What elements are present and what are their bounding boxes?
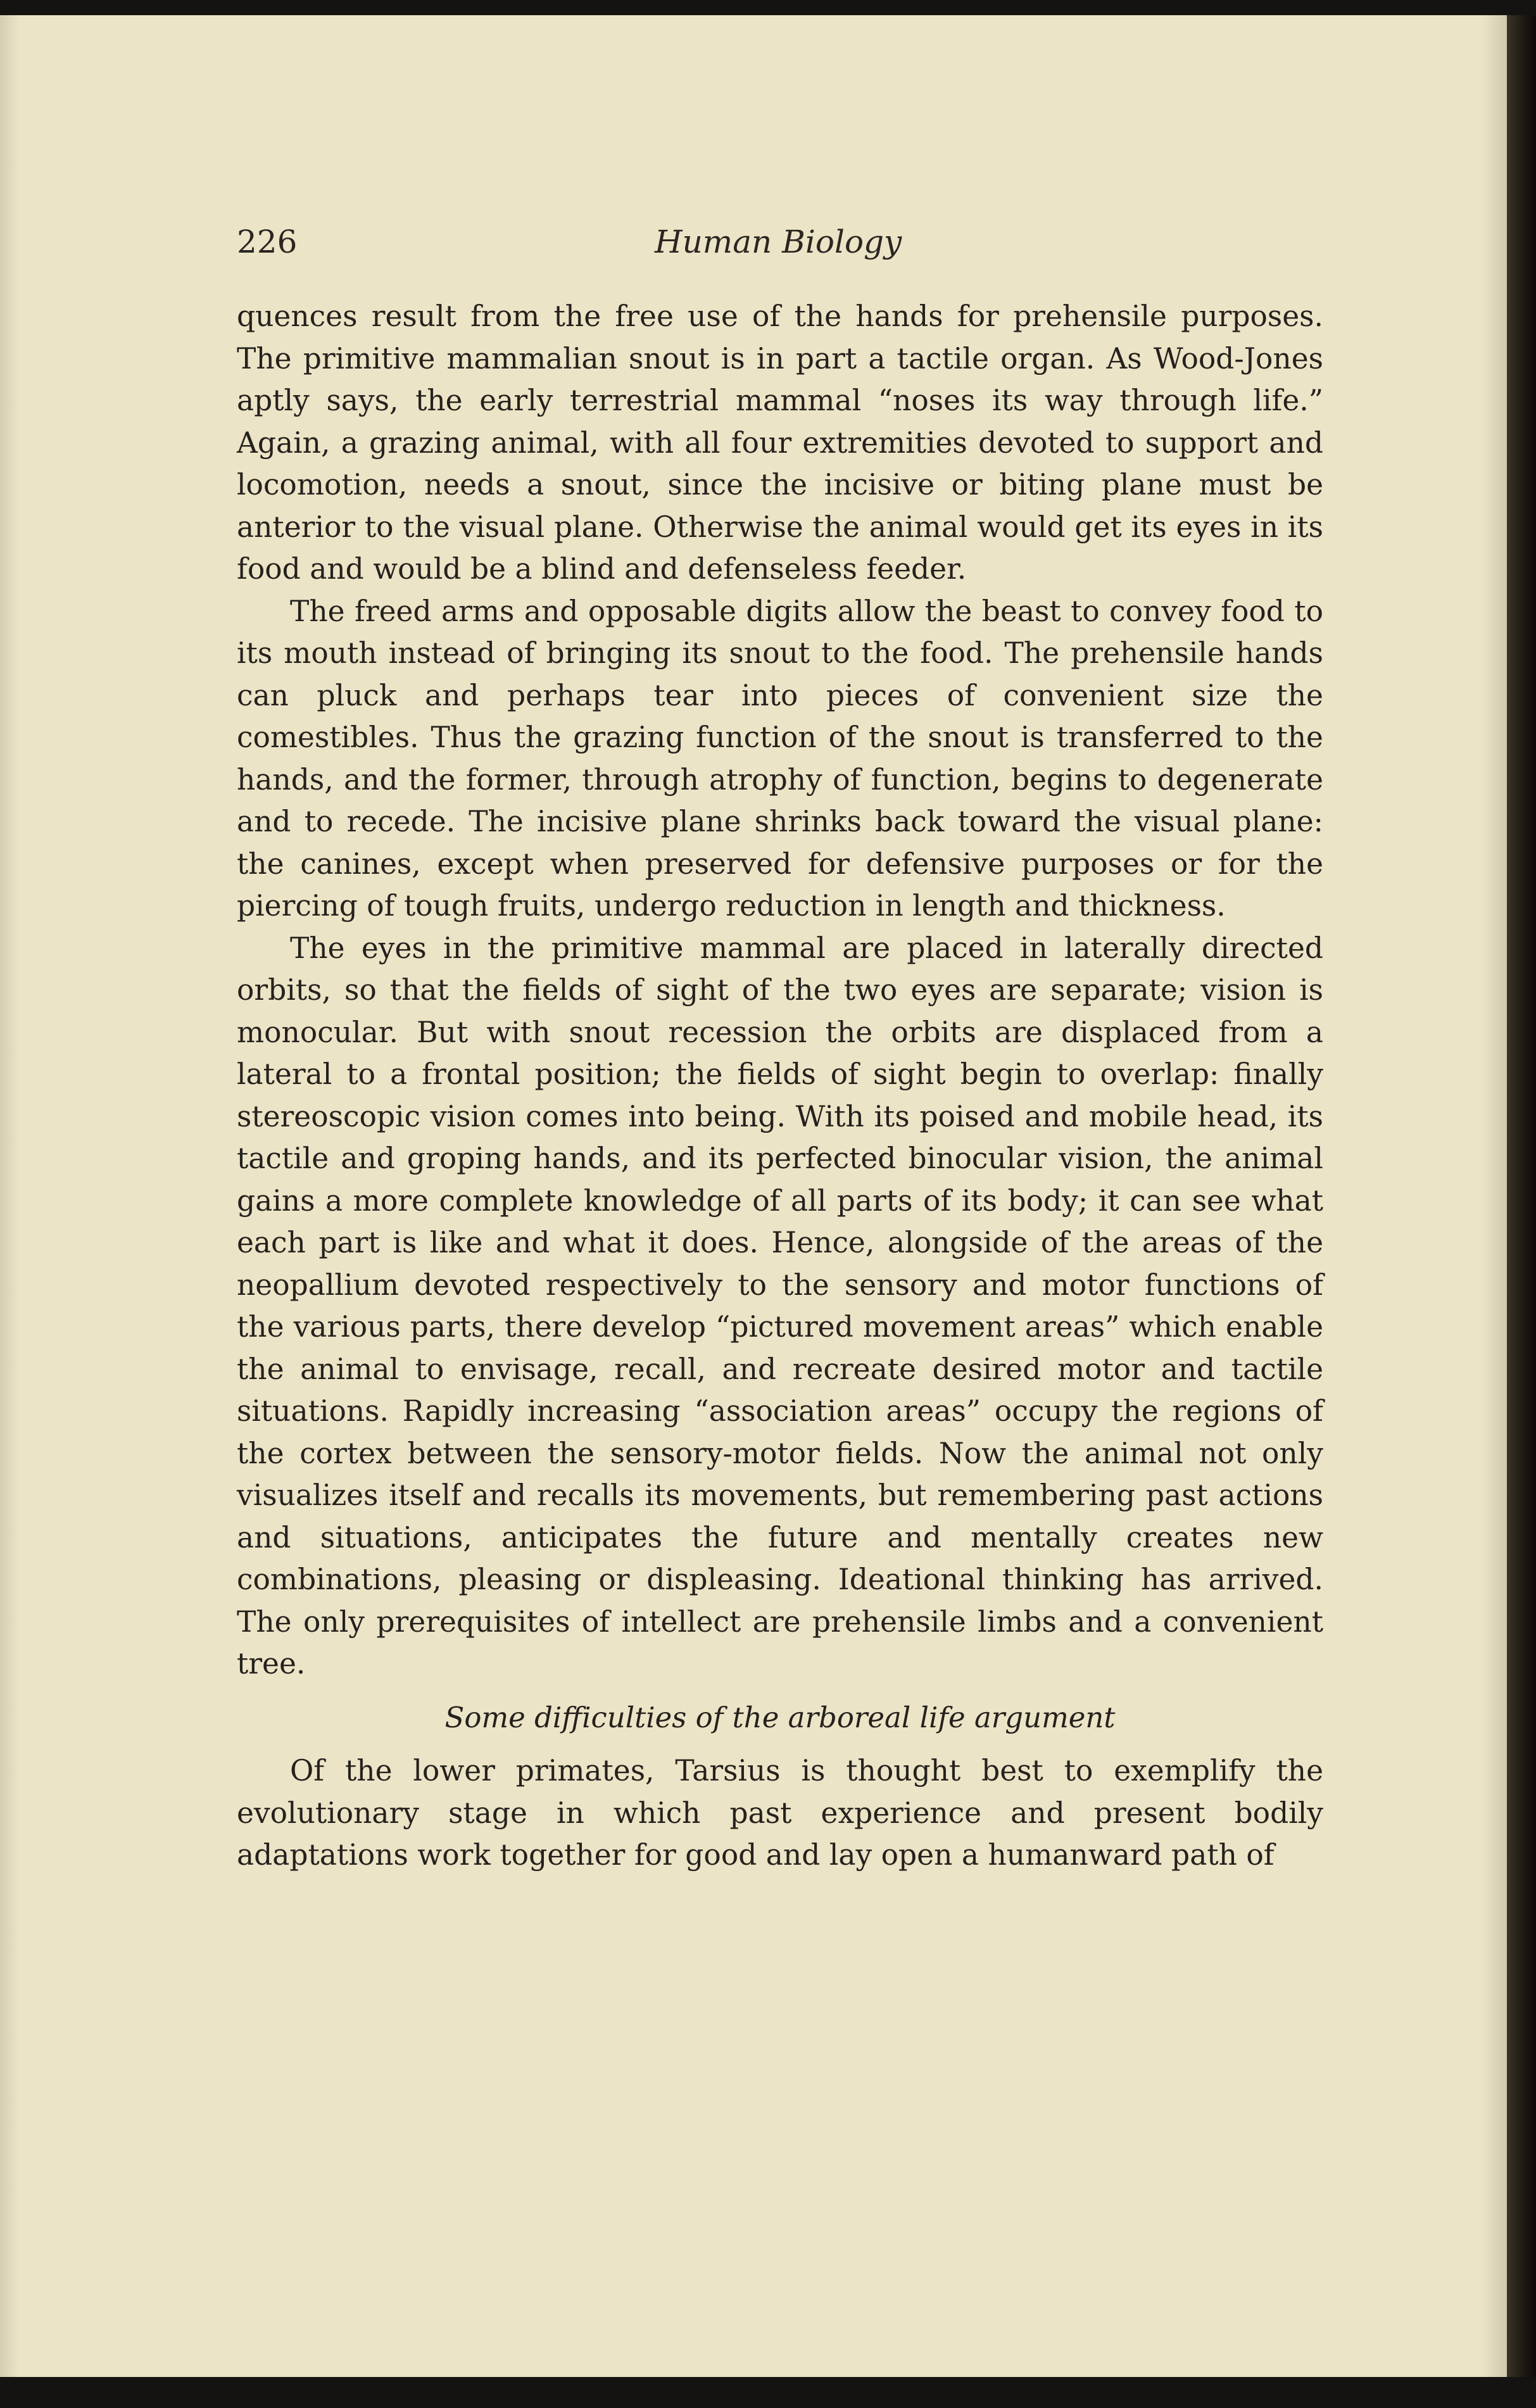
book-page — [0, 15, 1507, 2377]
paragraph-continued: quences result from the free use of the hands for prehensile purposes. The primitive mammalian snout is in part a tactile organ. As Wood-Jones aptly says, the early terrestrial mammal “noses its way through life.” Again, a grazing animal, with all four extremities devoted to support and locomotion, needs a snout, since the incisive or biting plane must be anterior to the visual plane. Otherwise the animal would get its eyes in its food and would be a blind and defenseless feeder. — [237, 299, 1323, 586]
running-title: Human Biology — [655, 224, 902, 260]
scan-edge — [1507, 15, 1536, 2377]
paragraph-freed-arms: The freed arms and opposable digits allow the beast to convey food to its mouth instead of bringing its snout to the food. The prehensile hands can pluck and perhaps tear into pieces of convenient size the comestibles. Thus the grazing function of the snout is transferred to the hands, and the former, through atrophy of function, begins to degenerate and to recede. The incisive plane shrinks back toward the visual plane: the canines, except when preserved for defensive purposes or for the piercing of tough fruits, undergo reduction in length and thickness. — [237, 594, 1323, 923]
page-body — [237, 296, 1323, 1877]
paragraph-tarsius: Of the lower primates, Tarsius is thought best to exemplify the evolutionary stage in which past experience and present bodily adaptations work together for good and lay open a humanward path of — [237, 1754, 1323, 1872]
paragraph-eyes: The eyes in the primitive mammal are placed in laterally directed orbits, so that the fields of sight of the two eyes are separate; vision is monocular. But with snout recession the orbits are displaced from a lateral to a frontal position; the fields of sight begin to overlap: finally stereoscopic vision comes into being. With its poised and mobile head, its tactile and groping hands, and its perfected binocular vision, the animal gains a more complete knowledge of all parts of its body; it can see what each part is like and what it does. Hence, alongside of the areas of the neopallium devoted respectively to the sensory and motor functions of the various parts, there develop “pictured movement areas” which enable the animal to envisage, recall, and recreate desired motor and tactile situations. Rapidly increasing “association areas” occupy the regions of the cortex between the sensory-motor fields. Now the animal not only visualizes itself and recalls its movements, but remembering past actions and situations, anticipates the future and mentally creates new combinations, pleasing or displeasing. Ideational thinking has arrived. The only prerequisites of intellect are prehensile limbs and a convenient tree. — [237, 931, 1323, 1680]
running-head — [0, 217, 1507, 267]
page-number: 226 — [237, 224, 298, 260]
section-heading: Some difficulties of the arboreal life argument — [444, 1700, 1116, 1734]
